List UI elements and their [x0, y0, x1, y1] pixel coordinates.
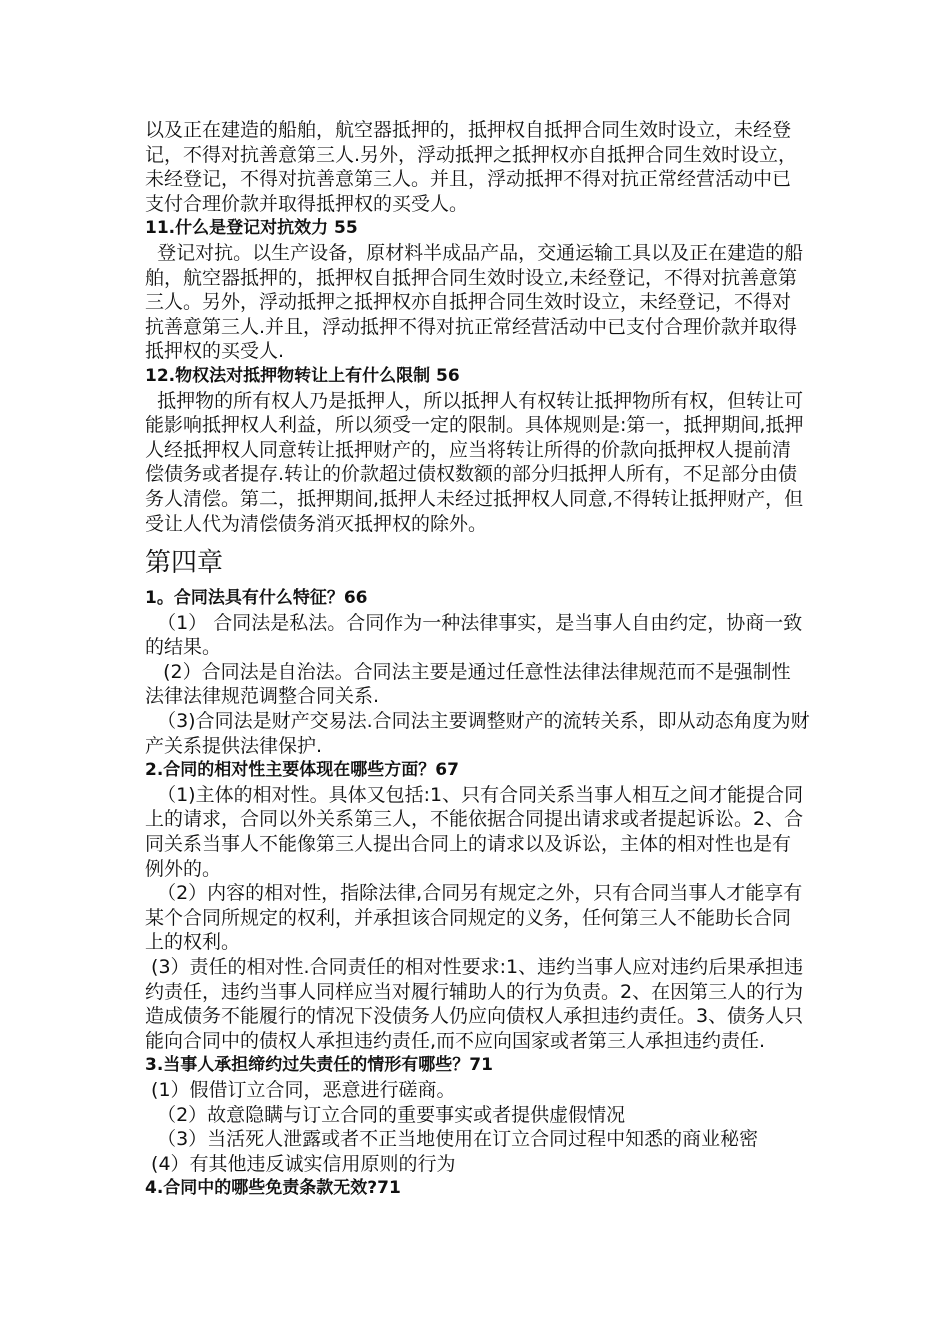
paragraph-line: （2）故意隐瞒与订立合同的重要事实或者提供虚假情况 — [145, 1103, 626, 1126]
paragraph-line: 约责任，违约当事人同样应当对履行辅助人的行为负责。2、在因第三人的行为 — [145, 980, 804, 1003]
paragraph-line: 支付合理价款并取得抵押权的买受人。 — [145, 192, 469, 215]
paragraph-line: 产关系提供法律保护. — [145, 734, 323, 757]
paragraph-line: 造成债务不能履行的情况下没债务人仍应向债权人承担违约责任。3、债务人只 — [145, 1005, 804, 1028]
paragraph-line: （1） 合同法是私法。合同作为一种法律事实，是当事人自由约定，协商一致 — [145, 611, 803, 634]
paragraph-line: 例外的。 — [145, 857, 222, 880]
paragraph-line: (1）假借订立合同，恶意进行磋商。 — [145, 1078, 456, 1101]
paragraph-line: 上的权利。 — [145, 931, 241, 954]
paragraph-line: 偿债务或者提存.转让的价款超过债权数额的部分归抵押人所有，不足部分由债 — [145, 463, 798, 486]
paragraph-line: 舶，航空器抵押的，抵押权自抵押合同生效时设立,未经登记，不得对抗善意第 — [145, 266, 798, 289]
question-heading: 4.合同中的哪些免责条款无效?71 — [145, 1178, 401, 1199]
paragraph-line: 以及正在建造的船舶，航空器抵押的，抵押权自抵押合同生效时设立，未经登 — [145, 119, 792, 141]
paragraph-line: 某个合同所规定的权利，并承担该合同规定的义务，任何第三人不能助长合同 — [145, 906, 792, 929]
paragraph-line: 抵押物的所有权人乃是抵押人，所以抵押人有权转让抵押物所有权，但转让可 — [145, 389, 804, 412]
paragraph-line: 能向合同中的债权人承担违约责任,而不应向国家或者第三人承担违约责任. — [145, 1029, 766, 1052]
document-page — [145, 118, 810, 1201]
paragraph-line: 的结果。 — [145, 636, 222, 659]
paragraph-line: 抗善意第三人.并且，浮动抵押不得对抗正常经营活动中已支付合理价款并取得 — [145, 315, 798, 338]
paragraph-line: 三人。另外，浮动抵押之抵押权亦自抵押合同生效时设立，未经登记，不得对 — [145, 291, 792, 314]
paragraph-line: (2）合同法是自治法。合同法主要是通过任意性法律法律规范而不是强制性 — [145, 660, 791, 683]
paragraph-line: 未经登记，不得对抗善意第三人。并且，浮动抵押不得对抗正常经营活动中已 — [145, 168, 792, 191]
paragraph-line: 受让人代为清偿债务消灭抵押权的除外。 — [145, 512, 488, 535]
paragraph-line: 同关系当事人不能像第三人提出合同上的请求以及诉讼，主体的相对性也是有 — [145, 833, 792, 856]
paragraph-line: （3)合同法是财产交易法.合同法主要调整财产的流转关系，即从动态角度为财 — [145, 710, 810, 733]
question-heading: 1。合同法具有什么特征？66 — [145, 588, 368, 609]
paragraph-line: 上的请求，合同以外关系第三人，不能依据合同提出请求或者提起诉讼。2、合 — [145, 808, 804, 831]
paragraph-line: 务人清偿。第二，抵押期间,抵押人未经过抵押权人同意,不得转让抵押财产，但 — [145, 487, 804, 510]
paragraph-line: （3）当活死人泄露或者不正当地使用在订立合同过程中知悉的商业秘密 — [145, 1128, 759, 1151]
paragraph-line: 能影响抵押权人利益，所以须受一定的限制。具体规则是:第一，抵押期间,抵押 — [145, 414, 804, 437]
paragraph-line: 记，不得对抗善意第三人.另外，浮动抵押之抵押权亦自抵押合同生效时设立， — [145, 143, 798, 166]
chapter-heading: 第四章 — [145, 548, 224, 579]
paragraph-line: （1)主体的相对性。具体又包括:1、只有合同关系当事人相互之间才能提合同 — [145, 783, 804, 806]
paragraph-line: 抵押权的买受人. — [145, 340, 285, 363]
question-heading: 11.什么是登记对抗效力 55 — [145, 218, 358, 239]
paragraph-line: （2）内容的相对性，指除法律,合同另有规定之外，只有合同当事人才能享有 — [145, 882, 803, 905]
paragraph-line: 人经抵押权人同意转让抵押财产的，应当将转让所得的价款向抵押权人提前清 — [145, 438, 792, 461]
question-heading: 12.物权法对抵押物转让上有什么限制 56 — [145, 365, 460, 386]
paragraph-line: 法律法律规范调整合同关系. — [145, 685, 380, 708]
question-heading: 2.合同的相对性主要体现在哪些方面？67 — [145, 760, 459, 781]
paragraph-line: (3）责任的相对性.合同责任的相对性要求:1、违约当事人应对违约后果承担违 — [145, 956, 804, 978]
paragraph-line: (4）有其他违反诚实信用原则的行为 — [145, 1152, 456, 1175]
question-heading: 3.当事人承担缔约过失责任的情形有哪些？71 — [145, 1055, 493, 1076]
paragraph-line: 登记对抗。以生产设备，原材料半成品产品，交通运输工具以及正在建造的船 — [145, 241, 804, 264]
